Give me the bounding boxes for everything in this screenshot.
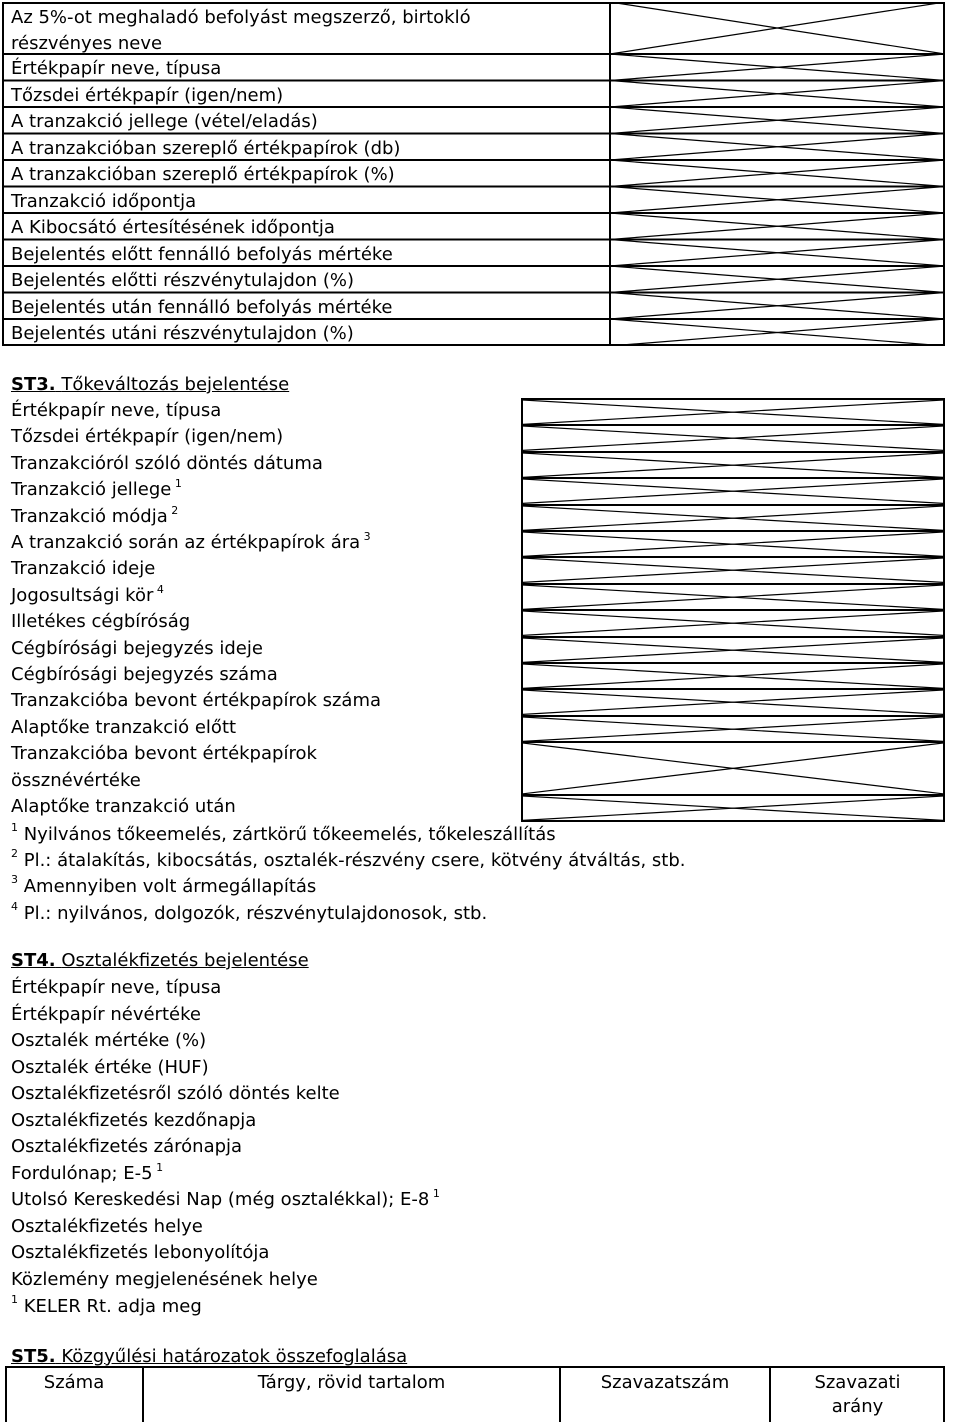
st3-row-label: Tranzakció jellege $^1$ xyxy=(11,477,182,501)
st3-row-label: össznévértéke xyxy=(11,769,141,791)
cross-out-mark xyxy=(523,664,943,688)
cross-out-mark xyxy=(523,479,943,503)
st4-row-label: Utolsó Kereskedési Nap (még osztalékkal); E-8 $^1$ xyxy=(11,1187,440,1210)
st3-row-label: Tranzakcióba bevont értékpapírok száma xyxy=(11,690,382,712)
st3-code: ST3. xyxy=(11,374,56,395)
st3-row-input-cell[interactable] xyxy=(521,688,945,716)
st2-label-row-9: Bejelentés előtt fennálló befolyás mértéke xyxy=(11,243,393,265)
st3-row-label: Cégbírósági bejegyzés száma xyxy=(11,664,278,685)
st2-label-row-5: A tranzakcióban szereplő értékpapírok (db) xyxy=(11,137,401,159)
st5-header-arany: arány xyxy=(831,1396,884,1417)
st3-row-label: Tranzakció ideje xyxy=(11,558,156,580)
st3-row-input-cell[interactable] xyxy=(521,424,945,452)
cross-out-mark xyxy=(523,400,943,424)
cross-out-mark xyxy=(523,690,943,714)
st2-label-row-12: Bejelentés utáni részvénytulajdon (%) xyxy=(11,323,354,344)
st5-title: Közgyűlési határozatok összefoglalása xyxy=(61,1346,408,1367)
st3-row-input-cell[interactable] xyxy=(521,741,945,796)
st4-title: Osztalékfizetés bejelentése xyxy=(61,950,309,971)
st3-row-input-cell[interactable] xyxy=(521,556,945,584)
st4-row-label: Osztalékfizetés zárónapja xyxy=(11,1136,243,1157)
cross-out-mark xyxy=(523,558,943,582)
st2-label-row-2: Értékpapír neve, típusa xyxy=(11,58,222,79)
cross-out-mark xyxy=(523,532,943,556)
st3-row-label: Tranzakcióba bevont értékpapírok xyxy=(11,743,317,765)
st2-table xyxy=(2,2,945,346)
st5-header-targy: Tárgy, rövid tartalom xyxy=(257,1372,446,1393)
st3-footnote: $^1$ Nyilvános tőkeemelés, zártkörű tőkeemelés, tőkeleszállítás xyxy=(11,821,556,845)
st3-row-input-cell[interactable] xyxy=(521,504,945,532)
st4-row-label: Osztalékfizetés kezdőnapja xyxy=(11,1109,257,1131)
st4-row-label: Osztalék értéke (HUF) xyxy=(11,1056,209,1078)
st3-row-label: A tranzakció során az értékpapírok ára $^3$ xyxy=(11,530,371,553)
cross-out-mark xyxy=(523,426,943,450)
st2-label-row-6: A tranzakcióban szereplő értékpapírok (%) xyxy=(11,164,395,185)
st3-row-input-cell[interactable] xyxy=(521,530,945,558)
st2-label-row-1b: részvényes neve xyxy=(11,33,163,54)
st3-row-label: Tőzsdei értékpapír (igen/nem) xyxy=(11,426,284,448)
st2-label-row-4: A tranzakció jellege (vétel/eladás) xyxy=(11,111,318,132)
st3-row-label: Jogosultsági kör $^4$ xyxy=(11,582,164,606)
st5-code: ST5. xyxy=(11,1346,56,1367)
st4-row-label: Osztalékfizetés helye xyxy=(11,1215,203,1237)
st4-heading xyxy=(11,950,309,971)
st4-row-label: Értékpapír neve, típusa xyxy=(11,977,222,998)
st5-heading xyxy=(11,1346,407,1367)
st2-label-row-3: Tőzsdei értékpapír (igen/nem) xyxy=(11,84,284,106)
st5-header-szama: Száma xyxy=(43,1372,105,1393)
cross-out-mark xyxy=(523,611,943,635)
st3-footnote: $^3$ Amennyiben volt ármegállapítás xyxy=(11,873,317,898)
cross-out-mark xyxy=(523,717,943,741)
st2-label-row-11: Bejelentés után fennálló befolyás mértéke xyxy=(11,296,393,318)
st5-header-szavazatszam: Szavazatszám xyxy=(600,1372,730,1393)
st3-row-label: Alaptőke tranzakció után xyxy=(11,796,236,817)
st3-title: Tőkeváltozás bejelentése xyxy=(61,374,290,395)
st4-footnote-text: KELER Rt. adja meg xyxy=(23,1296,202,1317)
st3-row-input-cell[interactable] xyxy=(521,398,945,426)
st3-footnote: $^2$ Pl.: átalakítás, kibocsátás, osztalék-részvény csere, kötvény átváltás, stb. xyxy=(11,847,686,872)
st3-row-input-cell[interactable] xyxy=(521,662,945,690)
st3-row-input-cell[interactable] xyxy=(521,609,945,637)
st4-footnote-num: 1 xyxy=(11,1293,18,1306)
st4-row-label: Osztalékfizetésről szóló döntés kelte xyxy=(11,1083,340,1104)
st4-row-label: Fordulónap; E-5 $^1$ xyxy=(11,1160,164,1184)
st3-row-label: Tranzakcióról szóló döntés dátuma xyxy=(11,452,323,474)
st4-row-label: Osztalék mértéke (%) xyxy=(11,1030,207,1051)
st5-header-szavazati: Szavazati xyxy=(814,1372,901,1393)
st5-table xyxy=(5,1366,945,1422)
st3-row-label: Tranzakció módja $^2$ xyxy=(11,503,179,527)
cross-out-mark xyxy=(523,796,943,820)
st3-footnote: $^4$ Pl.: nyilvános, dolgozók, részvénytulajdonosok, stb. xyxy=(11,899,488,924)
st3-row-input-cell[interactable] xyxy=(521,794,945,822)
st3-row-input-cell[interactable] xyxy=(521,636,945,664)
st3-row-input-cell[interactable] xyxy=(521,583,945,611)
cross-out-mark xyxy=(523,743,943,794)
cross-out-mark xyxy=(523,506,943,530)
st4-row-label: Közlemény megjelenésének helye xyxy=(11,1268,318,1290)
st4-row-label: Osztalékfizetés lebonyolítója xyxy=(11,1242,270,1263)
st3-row-label: Illetékes cégbíróság xyxy=(11,611,191,633)
st2-label-row-10: Bejelentés előtti részvénytulajdon (%) xyxy=(11,270,355,291)
st3-row-label: Értékpapír neve, típusa xyxy=(11,400,222,421)
st3-row-label: Cégbírósági bejegyzés ideje xyxy=(11,637,263,659)
st3-heading xyxy=(11,374,289,395)
st3-row-label: Alaptőke tranzakció előtt xyxy=(11,716,237,738)
st4-code: ST4. xyxy=(11,950,56,971)
st3-row-input-cell[interactable] xyxy=(521,451,945,479)
st4-row-label: Értékpapír névértéke xyxy=(11,1003,201,1025)
st2-label-row-7: Tranzakció időpontja xyxy=(11,190,197,212)
st3-row-input-cell[interactable] xyxy=(521,477,945,505)
cross-out-mark xyxy=(523,453,943,477)
st2-label-row-8: A Kibocsátó értesítésének időpontja xyxy=(11,217,335,238)
cross-out-mark xyxy=(523,585,943,609)
st2-label-row-1: Az 5%-ot meghaladó befolyást megszerző, birtokló xyxy=(11,7,471,28)
cross-out-mark xyxy=(523,638,943,662)
st3-row-input-cell[interactable] xyxy=(521,715,945,743)
st4-footnote xyxy=(11,1293,202,1317)
